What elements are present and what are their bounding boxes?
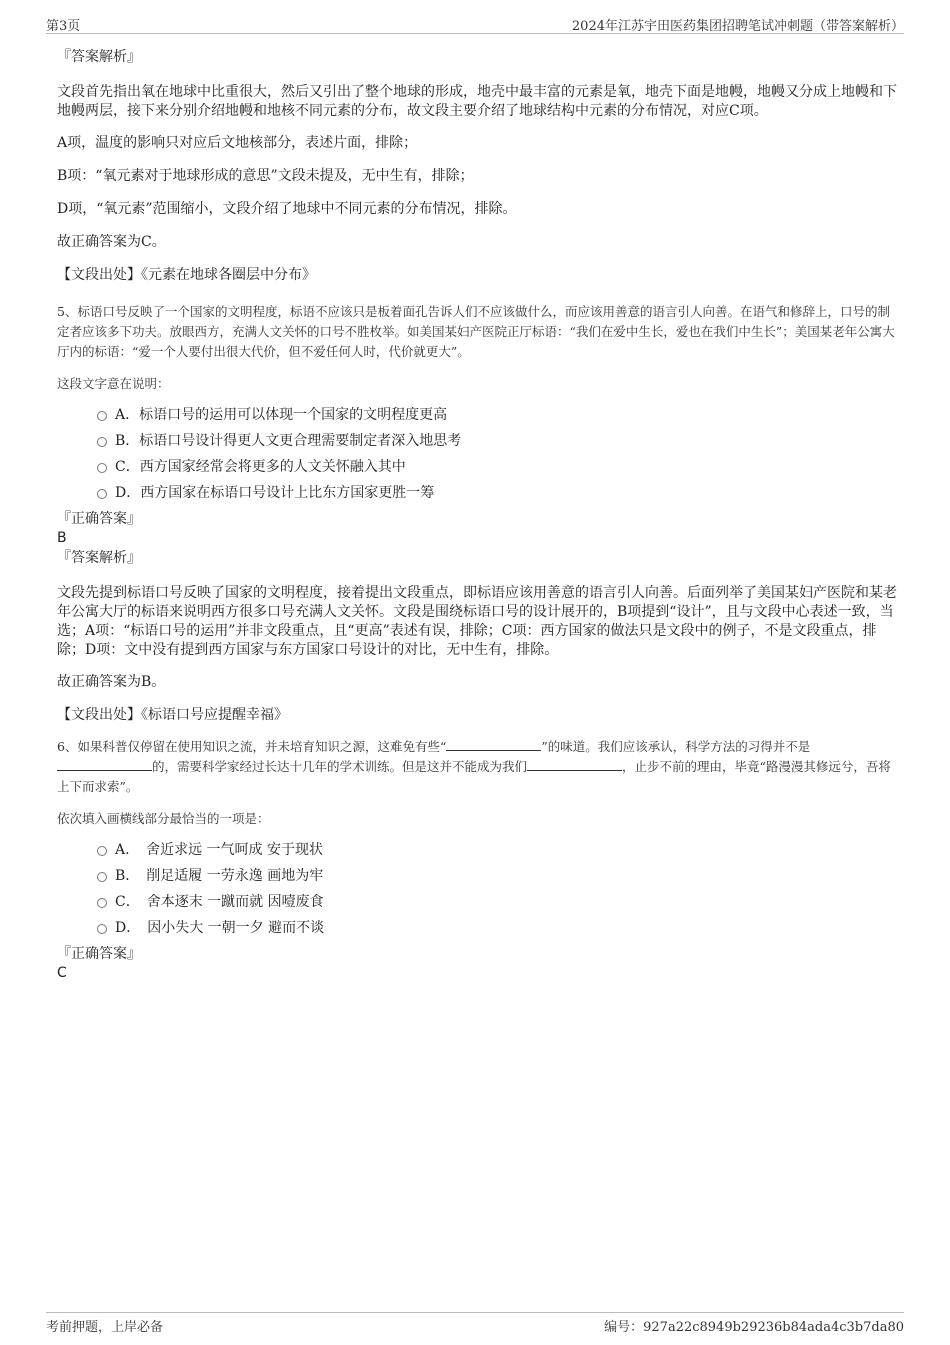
q5-option-b[interactable]: B．标语口号设计得更人文更合理需要制定者深入地思考	[57, 428, 897, 454]
q5-option-c[interactable]: C．西方国家经常会将更多的人文关怀融入其中	[57, 454, 897, 480]
q6-option-d[interactable]: D． 因小失大 一朝一夕 避而不谈	[57, 915, 897, 941]
document-id: 编号：927a22c8949b29236b84ada4c3b7da80	[604, 1320, 904, 1335]
q4-analysis: 文段首先指出氧在地球中比重很大，然后又引出了整个地球的形成，地壳中最丰富的元素是氧，地壳下面是地幔，地幔又分成上地幔和下地幔两层，接下来分别介绍地幔和地核不同元素的分布，故文段主要介绍了地球结构中元素的分布情况，对应C项。	[57, 84, 897, 119]
q6-answer-label: 『正确答案』	[57, 946, 141, 962]
page-number: 第3页	[46, 19, 81, 34]
blank-line	[527, 758, 622, 771]
page-footer	[46, 1312, 904, 1335]
q5-analysis-label: 『答案解析』	[57, 550, 141, 566]
q6-stem: 6、如果科普仅停留在使用知识之流，并未培育知识之源，这难免有些“ ”的味道。我们应该承认，科学方法的习得并不是的，需要科学家经过长达十几年的学术训练。但是这并不能成为我们 ，止步不前的理由，毕竟“路漫漫其修远兮，吾将上下而求索”。	[57, 739, 891, 794]
q5-answer: B	[57, 530, 67, 546]
q5-prompt: 这段文字意在说明：	[57, 376, 170, 391]
radio-icon[interactable]	[97, 489, 107, 499]
document-title: 2024年江苏宇田医药集团招聘笔试冲刺题（带答案解析）	[571, 19, 904, 34]
q5-source: 【文段出处】《标语口号应提醒幸福》	[57, 707, 288, 723]
radio-icon[interactable]	[97, 898, 107, 908]
q5-options	[57, 402, 897, 506]
page-header	[46, 15, 904, 34]
q5-option-d[interactable]: D．西方国家在标语口号设计上比东方国家更胜一筹	[57, 480, 897, 506]
blank-line	[446, 738, 541, 751]
radio-icon[interactable]	[97, 924, 107, 934]
q5-analysis: 文段先提到标语口号反映了国家的文明程度，接着提出文段重点，即标语应该用善意的语言引人向善。后面列举了美国某妇产医院和某老年公寓大厅的标语来说明西方很多口号充满人文关怀。文段是围绕标语口号的设计展开的，B项提到“设计”，且与文段中心表述一致，当选；A项：“标语口号的运用”并非文段重点，且“更高”表述有误，排除；C项：西方国家的做法只是文段中的例子，不是文段重点，排除；D项：文中没有提到西方国家与东方国家口号设计的对比，无中生有，排除。	[57, 585, 897, 658]
q4-analysis-label: 『答案解析』	[57, 49, 141, 65]
radio-icon[interactable]	[97, 463, 107, 473]
q5-stem: 5、标语口号反映了一个国家的文明程度，标语不应该只是板着面孔告诉人们不应该做什么，而应该用善意的语言引人向善。在语气和修辞上，口号的制定者应该多下功夫。放眼西方，充满人文关怀的口号不胜枚举。如美国某妇产医院正厅标语：“我们在爱中生长，爱也在我们中生长”；美国某老年公寓大厅内的标语：“爱一个人要付出很大代价，但不爱任何人时，代价就更大”。	[57, 304, 895, 359]
q6-options	[57, 837, 897, 941]
q5-option-a[interactable]: A．标语口号的运用可以体现一个国家的文明程度更高	[57, 402, 897, 428]
q4-conclusion: 故正确答案为C。	[57, 234, 166, 250]
footer-slogan: 考前押题，上岸必备	[46, 1320, 164, 1335]
q5-conclusion: 故正确答案为B。	[57, 674, 166, 690]
q4-source: 【文段出处】《元素在地球各圈层中分布》	[57, 267, 316, 283]
q6-option-a[interactable]: A． 舍近求远 一气呵成 安于现状	[57, 837, 897, 863]
q4-option-d-note: D项，“氧元素”范围缩小，文段介绍了地球中不同元素的分布情况，排除。	[57, 201, 517, 217]
blank-line	[57, 758, 152, 771]
q6-prompt: 依次填入画横线部分最恰当的一项是：	[57, 811, 270, 826]
q5-answer-label: 『正确答案』	[57, 511, 141, 527]
q4-option-a-note: A项，温度的影响只对应后文地核部分，表述片面，排除；	[57, 135, 418, 151]
q4-option-b-note: B项：“氧元素对于地球形成的意思”文段未提及，无中生有，排除；	[57, 168, 474, 184]
radio-icon[interactable]	[97, 437, 107, 447]
radio-icon[interactable]	[97, 411, 107, 421]
q6-answer: C	[57, 965, 67, 981]
q6-option-b[interactable]: B． 削足适履 一劳永逸 画地为牢	[57, 863, 897, 889]
radio-icon[interactable]	[97, 872, 107, 882]
radio-icon[interactable]	[97, 846, 107, 856]
document-body	[57, 46, 897, 982]
q6-option-c[interactable]: C． 舍本逐末 一蹴而就 因噎废食	[57, 889, 897, 915]
